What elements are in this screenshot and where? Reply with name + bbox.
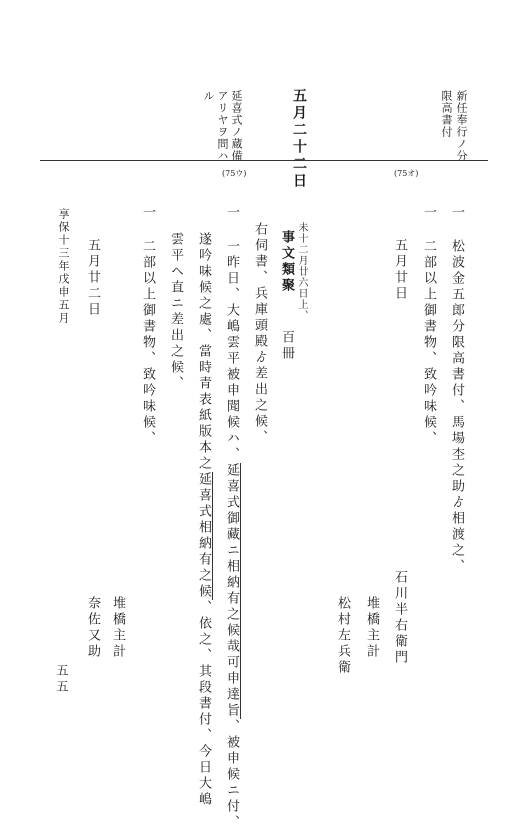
entry2-volumes: 百冊: [279, 330, 294, 362]
entry2-note-a: 未十二月廿六日上、: [296, 222, 307, 321]
entry2-line5: 一 二部以上御書物、致吟味候、: [140, 205, 155, 447]
entry2-line3-a: 遂吟味候之處、當時青表紙版本之: [196, 232, 211, 472]
header-note-left-1: 延喜式ノ蔵備: [230, 90, 243, 162]
header-note-right-1: 新任奉行ノ分: [455, 90, 468, 162]
entry2-line3-b: 、依之、其段書付、今日大嶋: [196, 600, 211, 808]
entry1-line1: 一 松波金五郎分限高書付、馬場杢之助ゟ相渡之、: [449, 205, 464, 575]
header-note-left-3: ル: [202, 90, 215, 102]
entry2-line1: 右伺書、兵庫頭殿ゟ差出之候、: [252, 222, 267, 446]
entry2-line2-b: 、被申候ニ付、: [224, 719, 239, 831]
entry2-line2-a: 一 一昨日、大嶋雲平被申聞候ハ、: [224, 205, 239, 463]
entry2-signatory-2: 奈佐又助: [85, 596, 100, 660]
header-note-left-2: アリヤヲ問ハ: [216, 90, 229, 162]
entry1-signatory-3: 松村左兵衛: [335, 596, 350, 676]
entry2-line4: 雲平ヘ直ニ差出之候、: [168, 232, 183, 392]
entry1-date: 五月廿日: [392, 238, 407, 302]
entry1-line2: 一 二部以上御書物、致吟味候、: [421, 205, 436, 447]
entry2-date: 五月廿二日: [85, 238, 100, 318]
entry1-signatory-1: 石川半右衛門: [392, 570, 407, 666]
date-heading: 五月二十二日: [291, 88, 307, 190]
page-number: 五五: [55, 664, 69, 696]
header-rule: [40, 160, 488, 161]
entry2-source-title: 事文類聚: [279, 230, 294, 294]
entry1-signatory-2: 堆橋主計: [364, 596, 379, 660]
entry2-line3: [197, 232, 210, 808]
header-note-right-2: 限高書付: [440, 90, 453, 138]
entry2-line3-boxed: 延喜式相納有之候: [196, 472, 211, 600]
entry2-signatory-1: 堆橋主計: [110, 596, 125, 660]
era-footer: 享保十三年戊申五月: [57, 208, 70, 325]
sheet-mark-left: (75ウ): [222, 169, 247, 178]
entry2-line2-boxed: 延喜式御藏ニ相納有之候哉可申達旨: [224, 463, 239, 719]
sheet-mark-right: (75オ): [394, 169, 419, 178]
entry2-line2: [225, 205, 238, 831]
